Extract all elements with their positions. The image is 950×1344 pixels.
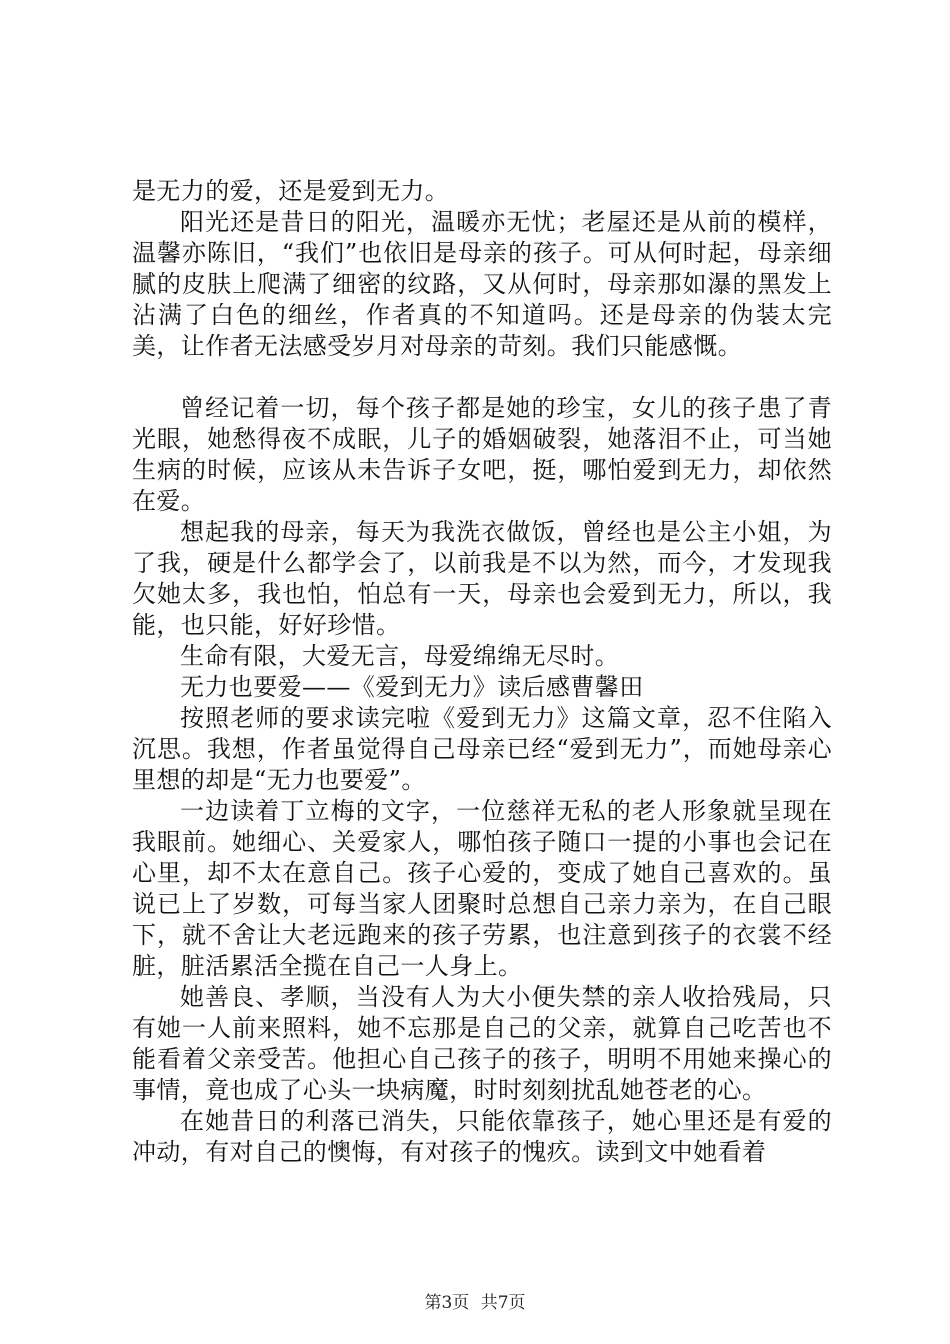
page-footer <box>0 1288 950 1313</box>
paragraph: 生命有限，大爱无言，母爱绵绵无尽时。 <box>180 642 620 670</box>
paragraph: 阳光还是昔日的阳光，温暖亦无忧；老屋还是从前的模样，温馨亦陈旧，“我们”也依旧是母亲的孩子。可从何时起，母亲细腻的皮肤上爬满了细密的纹路，又从何时，母亲那如瀑的黑发上沾满了白色的细丝，作者真的不知道吗。还是母亲的伪装太完美，让作者无法感受岁月对母亲的苛刻。我们只能感慨。 <box>132 208 832 360</box>
page-number: 第3页 <box>424 1293 470 1313</box>
paragraph: 她善良、孝顺，当没有人为大小便失禁的亲人收拾残局，只有她一人前来照料，她不忘那是自己的父亲，就算自己吃苦也不能看着父亲受苦。他担心自己孩子的孩子，明明不用她来操心的事情，竟也成了心头一块病魔，时时刻刻扰乱她苍老的心。 <box>132 983 832 1104</box>
document-body <box>132 176 832 1168</box>
page-total: 共7页 <box>480 1293 526 1313</box>
paragraph: 是无力的爱，还是爱到无力。 <box>132 177 450 205</box>
paragraph: 曾经记着一切，每个孩子都是她的珍宝，女儿的孩子患了青光眼，她愁得夜不成眠，儿子的婚姻破裂，她落泪不止，可当她生病的时候，应该从未告诉子女吧，挺，哪怕爱到无力，却依然在爱。 <box>132 394 832 515</box>
paragraph: 一边读着丁立梅的文字，一位慈祥无私的老人形象就呈现在我眼前。她细心、关爱家人，哪怕孩子随口一提的小事也会记在心里，却不太在意自己。孩子心爱的，变成了她自己喜欢的。虽说已上了岁数，可每当家人团聚时总想自己亲力亲为，在自己眼下，就不舍让大老远跑来的孩子劳累，也注意到孩子的衣裳不经脏，脏活累活全揽在自己一人身上。 <box>132 797 832 980</box>
paragraph: 按照老师的要求读完啦《爱到无力》这篇文章，忍不住陷入沉思。我想，作者虽觉得自己母亲已经“爱到无力”，而她母亲心里想的却是“无力也要爱”。 <box>132 704 832 794</box>
article-title: 无力也要爱——《爱到无力》读后感曹馨田 <box>180 673 644 701</box>
paragraph: 想起我的母亲，每天为我洗衣做饭，曾经也是公主小姐，为了我，硬是什么都学会了，以前我是不以为然，而今，才发现我欠她太多，我也怕，怕总有一天，母亲也会爱到无力，所以，我能，也只能，好好珍惜。 <box>132 518 832 639</box>
paragraph: 在她昔日的利落已消失，只能依靠孩子，她心里还是有爱的冲动，有对自己的懊悔，有对孩子的愧疚。读到文中她看着 <box>132 1107 832 1166</box>
